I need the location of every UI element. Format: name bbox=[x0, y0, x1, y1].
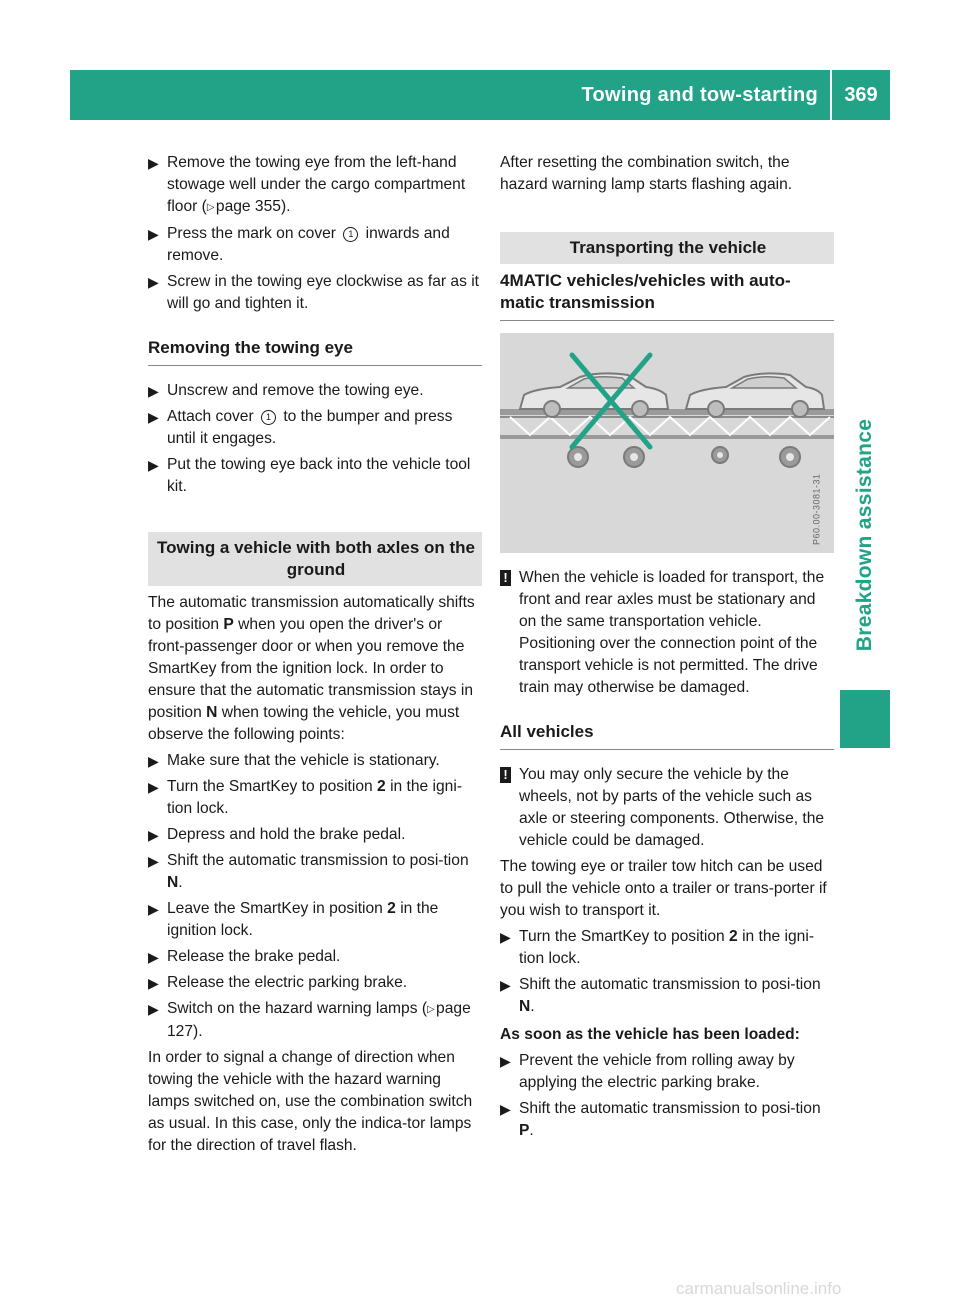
warning-note: ! You may only secure the vehicle by the wheels, not by parts of the vehicle such as axle or steering components. Otherwise, the vehicle could be damaged. bbox=[500, 764, 834, 852]
step-arrow-icon: ▶ bbox=[148, 457, 159, 473]
subsection-heading: All vehicles bbox=[500, 721, 834, 750]
loaded-subheading: As soon as the vehicle has been loaded: bbox=[500, 1026, 800, 1043]
closing-paragraph: In order to signal a change of direction when towing the vehicle with the hazard warning lamps switched on, use the combination switch as usual. In this case, only the indica-tor lamps for the direction of travel flash. bbox=[148, 1049, 473, 1154]
step-item: ▶ Release the electric parking brake. bbox=[148, 972, 482, 994]
warning-note: ! When the vehicle is loaded for transport, the front and rear axles must be stationary and on the same transportation vehicle. Positioning over the connection point of the transport vehicle is not permitted. The drive train may otherwise be damaged. bbox=[500, 567, 834, 699]
header-bar bbox=[70, 70, 890, 120]
towing-eye-paragraph: The towing eye or trailer tow hitch can be used to pull the vehicle onto a trailer or trans-porter if you wish to transport it. bbox=[500, 858, 827, 919]
step-item: ▶ Turn the SmartKey to position 2 in the igni-tion lock. bbox=[148, 778, 463, 817]
step-item: ▶ Make sure that the vehicle is stationary. bbox=[148, 750, 482, 772]
section-tab-marker bbox=[840, 690, 890, 748]
step-arrow-icon: ▶ bbox=[148, 383, 159, 399]
page-ref-arrow-icon: ▷ bbox=[206, 202, 215, 213]
step-arrow-icon: ▶ bbox=[148, 853, 159, 869]
step-item: ▶ Put the towing eye back into the vehicle tool kit. bbox=[148, 456, 471, 495]
step-item: ▶ Remove the towing eye from the left-hand stowage well under the cargo compartment floor (▷ page 355). bbox=[148, 154, 466, 215]
step-arrow-icon: ▶ bbox=[148, 901, 159, 917]
step-item: ▶ Switch on the hazard warning lamps (▷ page 127). bbox=[148, 1000, 471, 1040]
step-arrow-icon: ▶ bbox=[500, 1053, 511, 1069]
step-item: ▶ Release the brake pedal. bbox=[148, 946, 482, 968]
section-heading: Removing the towing eye bbox=[148, 337, 482, 366]
step-arrow-icon: ▶ bbox=[148, 155, 159, 171]
step-arrow-icon: ▶ bbox=[148, 779, 159, 795]
right-column bbox=[500, 152, 834, 1146]
step-arrow-icon: ▶ bbox=[500, 929, 511, 945]
figure-code: P60.00-3081-31 bbox=[812, 473, 822, 545]
step-item: ▶ Shift the automatic transmission to posi-tion P. bbox=[500, 1100, 821, 1139]
page-ref-arrow-icon: ▷ bbox=[427, 1004, 435, 1015]
step-arrow-icon: ▶ bbox=[148, 753, 159, 769]
step-arrow-icon: ▶ bbox=[148, 975, 159, 991]
step-arrow-icon: ▶ bbox=[148, 949, 159, 965]
chapter-title: Towing and tow-starting bbox=[581, 84, 818, 106]
step-arrow-icon: ▶ bbox=[500, 1101, 511, 1117]
step-arrow-icon: ▶ bbox=[148, 827, 159, 843]
step-item: ▶ Shift the automatic transmission to posi-tion N. bbox=[148, 852, 469, 891]
step-item: ▶ Screw in the towing eye clockwise as far as it will go and tighten it. bbox=[148, 273, 480, 312]
step-item: ▶ Turn the SmartKey to position 2 in the igni-tion lock. bbox=[500, 928, 815, 967]
header-separator bbox=[830, 70, 832, 120]
step-arrow-icon: ▶ bbox=[500, 977, 511, 993]
page-number: 369 bbox=[844, 84, 878, 106]
page-reference-link[interactable]: page 127 bbox=[167, 1000, 471, 1040]
callout-marker: 1 bbox=[261, 410, 276, 425]
intro-paragraph: The automatic transmission automatically shifts to position P when you open the driver's or front-passenger door or when you remove the SmartKey from the ignition lock. In order to ensure that the automatic transmission stays in position N when towing the vehicle, you must observe the following points: bbox=[148, 594, 475, 743]
warning-icon: ! bbox=[500, 767, 511, 783]
section-side-label: Breakdown assistance bbox=[853, 418, 876, 652]
warning-icon: ! bbox=[500, 570, 511, 586]
transport-truck-svg bbox=[500, 333, 834, 553]
step-arrow-icon: ▶ bbox=[148, 274, 159, 290]
reset-paragraph: After resetting the combination switch, the hazard warning lamp starts flashing again. bbox=[500, 154, 793, 193]
step-arrow-icon: ▶ bbox=[148, 1001, 159, 1017]
transport-illustration bbox=[500, 333, 834, 553]
step-item: ▶ Leave the SmartKey in position 2 in the ignition lock. bbox=[148, 900, 439, 939]
page-reference-link[interactable]: page 355 bbox=[215, 198, 281, 215]
step-item: ▶ Depress and hold the brake pedal. bbox=[148, 824, 482, 846]
section-band-heading: Transporting the vehicle bbox=[500, 232, 834, 264]
left-column bbox=[148, 152, 482, 1161]
subsection-heading: 4MATIC vehicles/vehicles with auto-matic transmission bbox=[500, 270, 834, 321]
step-arrow-icon: ▶ bbox=[148, 409, 159, 425]
step-item: ▶ Shift the automatic transmission to posi-tion N. bbox=[500, 976, 821, 1015]
step-item: ▶ Press the mark on cover 1 inwards and remove. bbox=[148, 225, 450, 264]
step-arrow-icon: ▶ bbox=[148, 226, 159, 242]
step-item: ▶ Attach cover 1 to the bumper and press until it engages. bbox=[148, 408, 453, 447]
footer-watermark: carmanualsonline.info bbox=[676, 1279, 842, 1298]
step-item: ▶ Prevent the vehicle from rolling away by applying the electric parking brake. bbox=[500, 1052, 795, 1091]
step-item: ▶ Unscrew and remove the towing eye. bbox=[148, 380, 482, 402]
section-band-heading: Towing a vehicle with both axles on the ground bbox=[148, 532, 482, 586]
callout-marker: 1 bbox=[343, 227, 358, 242]
